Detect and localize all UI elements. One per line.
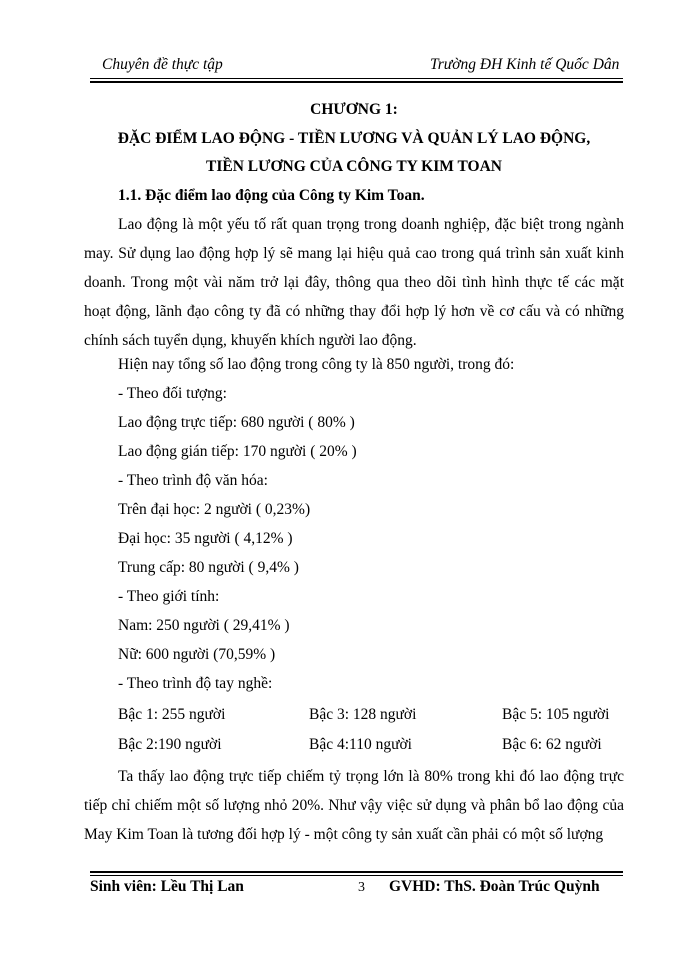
skill-level-5: Bậc 5: 105 người (502, 706, 610, 723)
male-workers: Nam: 250 người ( 29,41% ) (118, 617, 290, 634)
skill-level-6: Bậc 6: 62 người (502, 736, 602, 753)
chapter-title-line1: ĐẶC ĐIỂM LAO ĐỘNG - TIỀN LƯƠNG VÀ QUẢN LÝ LAO ĐỘNG, (117, 130, 591, 147)
direct-workers: Lao động trực tiếp: 680 người ( 80% ) (118, 414, 355, 431)
female-workers: Nữ: 600 người (70,59% ) (118, 646, 276, 663)
header-left-text: Chuyên đề thực tập (102, 56, 223, 73)
university-workers: Đại học: 35 người ( 4,12% ) (118, 530, 293, 547)
skill-level-1: Bậc 1: 255 người (118, 706, 226, 723)
page-number: 3 (358, 880, 365, 895)
header-right-text: Trường ĐH Kinh tế Quốc Dân (430, 56, 620, 73)
skill-level-3: Bậc 3: 128 người (309, 706, 417, 723)
chapter-title-line2: TIỀN LƯƠNG CỦA CÔNG TY KIM TOAN (206, 158, 502, 175)
by-object-heading: - Theo đối tượng: (118, 385, 227, 402)
header-divider-thick (90, 81, 623, 83)
postgrad-workers: Trên đại học: 2 người ( 0,23%) (118, 501, 311, 518)
total-workers: Hiện nay tổng số lao động trong công ty là 850 người, trong đó: (118, 356, 515, 373)
footer-advisor: GVHD: ThS. Đoàn Trúc Quỳnh (389, 878, 600, 895)
paragraph-analysis: Ta thấy lao động trực tiếp chiếm tỷ trọng lớn là 80% trong khi đó lao động trực tiếp chỉ chiếm một số lượng nhỏ 20%. Như vậy việc sử dụng và phân bổ lao động của May Kim Toan là tương đối hợp lý - một công ty sản xuất cần phải có một số lượng (84, 768, 624, 843)
skill-level-2: Bậc 2:190 người (118, 736, 222, 753)
footer-divider-thick (90, 871, 623, 873)
college-workers: Trung cấp: 80 người ( 9,4% ) (118, 559, 299, 576)
skill-level-4: Bậc 4:110 người (309, 736, 412, 753)
by-skill-heading: - Theo trình độ tay nghề: (118, 675, 273, 692)
by-gender-heading: - Theo giới tính: (118, 588, 220, 605)
header-divider (90, 78, 623, 79)
by-education-heading: - Theo trình độ văn hóa: (118, 472, 268, 489)
paragraph-intro: Lao động là một yếu tố rất quan trọng trong doanh nghiệp, đặc biệt trong ngành may. Sử dụng lao động hợp lý sẽ mang lại hiệu quả cao trong quá trình sản xuất kinh doanh. Trong một vài năm trở lại đây, thông qua theo dõi tình hình thực tế các mặt hoạt động, lãnh đạo công ty đã có những thay đổi hợp lý hơn về cơ cấu và có những chính sách tuyển dụng, khuyến khích người lao động. (84, 216, 624, 349)
footer-student: Sinh viên: Lều Thị Lan (90, 878, 244, 895)
section-heading: 1.1. Đặc điểm lao động của Công ty Kim Toan. (118, 187, 425, 204)
chapter-number: CHƯƠNG 1: (310, 101, 398, 118)
indirect-workers: Lao động gián tiếp: 170 người ( 20% ) (118, 443, 357, 460)
footer-divider (90, 875, 623, 876)
